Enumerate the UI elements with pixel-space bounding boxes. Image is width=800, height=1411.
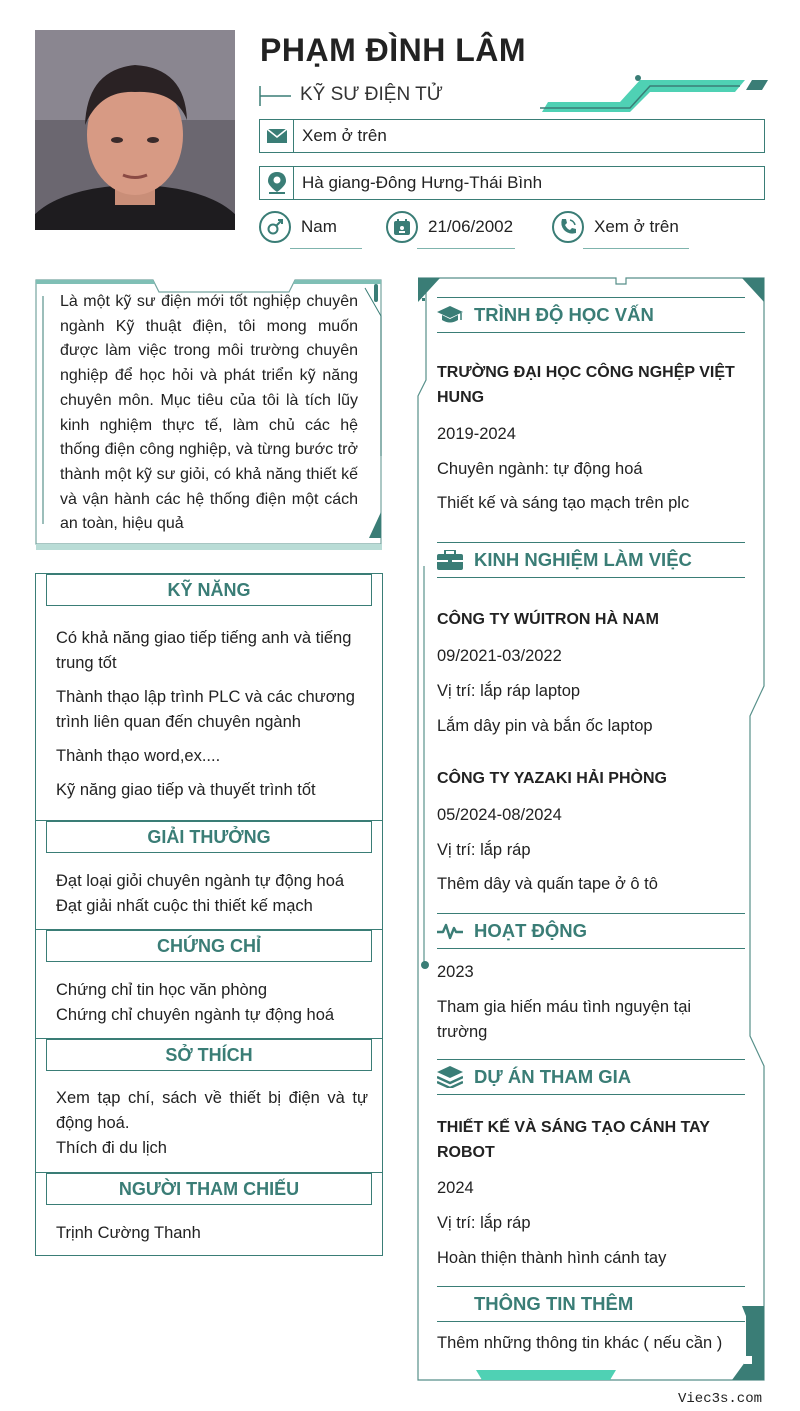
project-name: THIẾT KẾ VÀ SÁNG TẠO CÁNH TAY ROBOT — [437, 1119, 710, 1161]
location-pin-icon — [260, 167, 294, 199]
school-name: TRƯỜNG ĐẠI HỌC CÔNG NGHỆP VIỆT HUNG — [437, 364, 735, 406]
experience-header — [437, 542, 745, 578]
divider — [417, 248, 515, 249]
education-major: Chuyên ngành: tự động hoá — [437, 460, 643, 478]
activities-header — [437, 913, 745, 949]
email-value: Xem ở trên — [302, 126, 387, 145]
title-connector-icon — [259, 86, 293, 111]
job-position: Vị trí: lắp ráp — [437, 841, 531, 859]
education-title: TRÌNH ĐỘ HỌC VẤN — [474, 304, 654, 325]
job-detail: Thêm dây và quấn tape ở ô tô — [437, 875, 658, 893]
birthday-field — [386, 211, 513, 243]
hobbies-section — [35, 1038, 383, 1173]
job-position: Vị trí: lắp ráp laptop — [437, 682, 581, 700]
award-item: Đạt loại giỏi chuyên ngành tự động hoá — [56, 872, 345, 890]
activities-title: HOẠT ĐỘNG — [474, 920, 588, 941]
circuit-decoration — [540, 72, 770, 119]
company-name: CÔNG TY WÚITRON HÀ NAM — [437, 611, 659, 628]
skill-item: Thành thạo lập trình PLC và các chương trình liên quan đến chuyên ngành — [56, 688, 355, 731]
skills-section — [35, 573, 383, 821]
phone-icon — [552, 211, 584, 243]
projects-header — [437, 1059, 745, 1095]
layers-icon — [437, 1066, 465, 1088]
job-title: KỸ SƯ ĐIỆN TỬ — [300, 84, 443, 105]
hobbies-title: SỞ THÍCH — [46, 1039, 372, 1071]
briefcase-icon — [437, 550, 465, 570]
phone-field — [552, 211, 679, 243]
skill-item: Thành thạo word,ex.... — [56, 747, 221, 765]
experience-title: KINH NGHIỆM LÀM VIỆC — [474, 549, 692, 570]
references-section — [35, 1172, 383, 1256]
envelope-icon — [260, 120, 294, 152]
project-detail: Hoàn thiện thành hình cánh tay — [437, 1249, 667, 1267]
divider — [290, 248, 362, 249]
footer-brand: Viec3s.com — [677, 1391, 762, 1407]
candidate-name: PHẠM ĐÌNH LÂM — [260, 32, 527, 68]
summary-panel — [35, 276, 383, 552]
activity-year: 2023 — [437, 963, 474, 981]
gender-field — [259, 211, 337, 243]
certificates-title: CHỨNG CHỈ — [46, 930, 372, 962]
gender-icon — [259, 211, 291, 243]
skills-list — [56, 626, 368, 812]
summary-text: Là một kỹ sư điện mới tốt nghiệp chuyên ngành Kỹ thuật điện, tôi mong muốn được làm việc trong môi trường chuyên nghiệp để học hỏi và phát triển kỹ năng chuyên môn. Mục tiêu của tôi là tích lũy kinh nghiệm thực tế, làm chủ các hệ thống điện công nghiệp, và từng bước trở thành một kỹ sư giỏi, có khả năng thiết kế và vận hành các hệ thống điện một cách an toàn, hiệu quả — [60, 293, 358, 533]
address-value: Hà giang-Đông Hưng-Thái Bình — [302, 173, 543, 192]
skill-item: Có khả năng giao tiếp tiếng anh và tiếng trung tốt — [56, 629, 352, 672]
project-year: 2024 — [437, 1179, 474, 1197]
birthday-value: 21/06/2002 — [428, 217, 514, 236]
education-header — [437, 297, 745, 333]
awards-list — [56, 869, 368, 919]
extra-title: THÔNG TIN THÊM — [474, 1293, 634, 1314]
projects-title: DỰ ÁN THAM GIA — [474, 1066, 632, 1087]
hobby-item: Xem tạp chí, sách về thiết bị điện và tự động hoá. — [56, 1089, 368, 1132]
award-item: Đạt giải nhất cuộc thi thiết kế mạch — [56, 897, 313, 915]
divider — [583, 248, 689, 249]
calendar-icon — [386, 211, 418, 243]
company-name: CÔNG TY YAZAKI HẢI PHÒNG — [437, 770, 667, 787]
references-title: NGƯỜI THAM CHIẾU — [46, 1173, 372, 1205]
skill-item: Kỹ năng giao tiếp và thuyết trình tốt — [56, 781, 316, 799]
activity-detail: Tham gia hiến máu tình nguyện tại trường — [437, 998, 692, 1041]
education-period: 2019-2024 — [437, 425, 516, 443]
email-box — [259, 119, 765, 153]
phone-value: Xem ở trên — [594, 217, 679, 236]
references-list — [56, 1221, 368, 1246]
job-period: 09/2021-03/2022 — [437, 647, 562, 665]
education-detail: Thiết kế và sáng tạo mạch trên plc — [437, 494, 690, 512]
job-period: 05/2024-08/2024 — [437, 806, 562, 824]
skills-title: KỸ NĂNG — [46, 574, 372, 606]
hobbies-list — [56, 1086, 368, 1161]
job-detail: Lắm dây pin và bắn ốc laptop — [437, 717, 653, 735]
certificates-section — [35, 929, 383, 1039]
reference-item: Trịnh Cường Thanh — [56, 1224, 201, 1242]
certificates-list — [56, 978, 368, 1028]
graduation-cap-icon — [437, 305, 465, 325]
gender-value: Nam — [301, 217, 337, 236]
hobby-item: Thích đi du lịch — [56, 1139, 167, 1157]
address-box — [259, 166, 765, 200]
avatar-photo — [35, 30, 235, 230]
awards-title: GIẢI THƯỞNG — [46, 821, 372, 853]
certificate-item: Chứng chỉ tin học văn phòng — [56, 981, 268, 999]
extra-detail: Thêm những thông tin khác ( nếu cần ) — [437, 1334, 723, 1352]
certificate-item: Chứng chỉ chuyên ngành tự động hoá — [56, 1006, 335, 1024]
awards-section — [35, 820, 383, 930]
project-position: Vị trí: lắp ráp — [437, 1214, 531, 1232]
heartbeat-icon — [437, 921, 465, 941]
extra-header — [437, 1286, 745, 1322]
